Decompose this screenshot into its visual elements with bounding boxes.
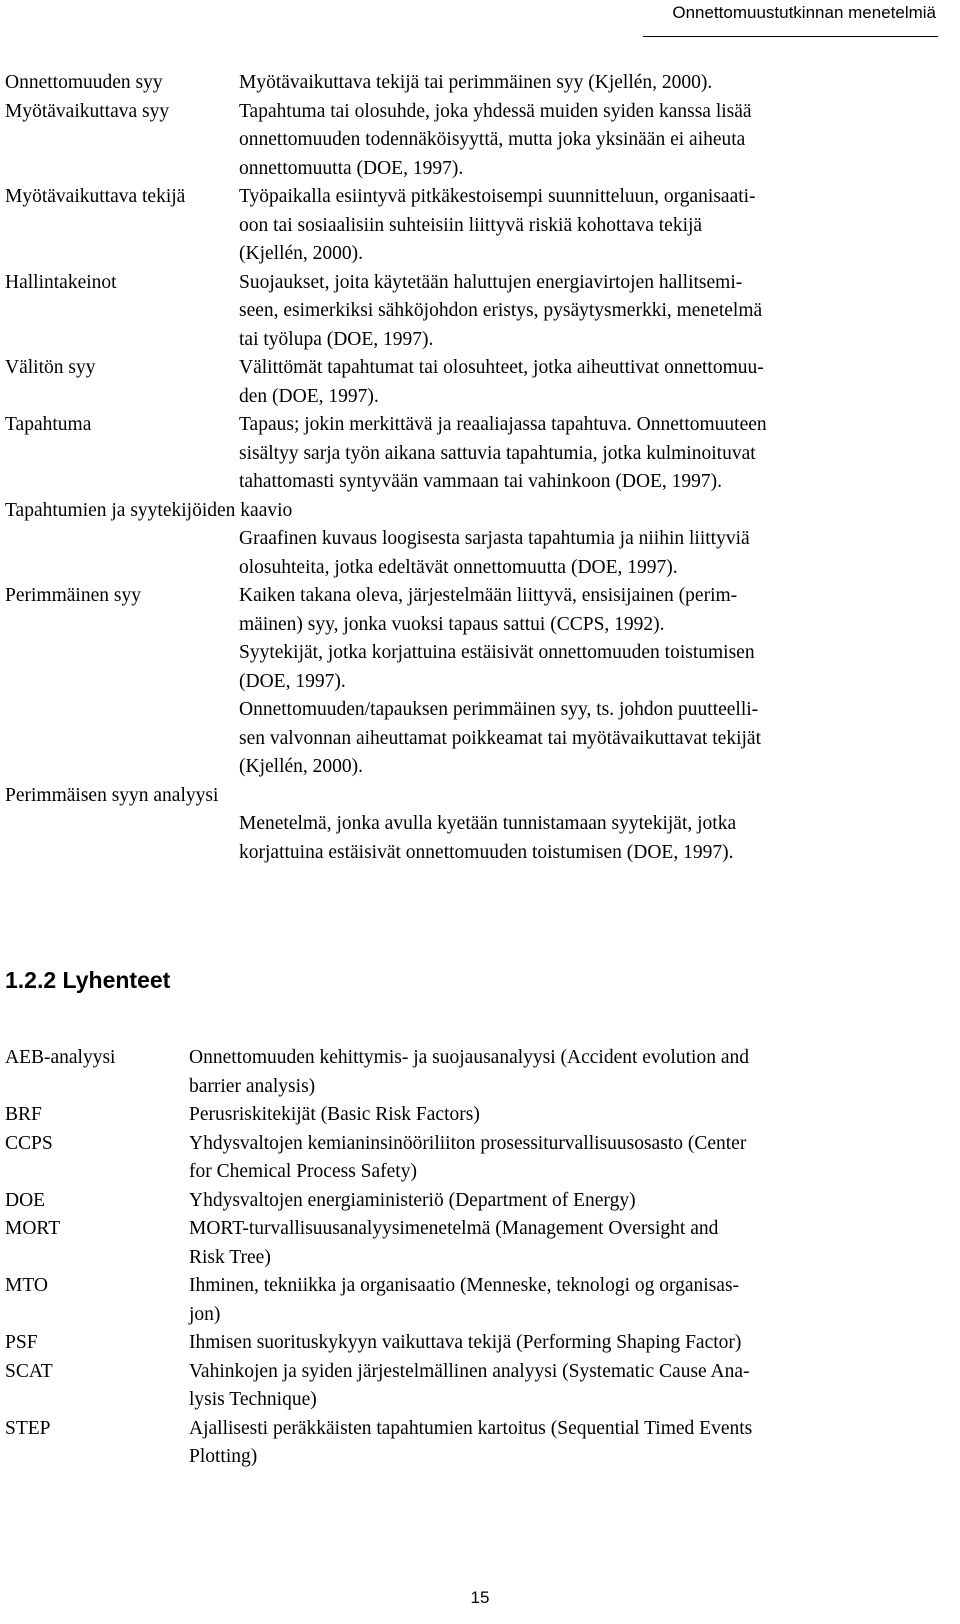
- abbreviation-description: [189, 1272, 935, 1329]
- abbreviation-line: Yhdysvaltojen kemianinsinööriliiton prosessiturvallisuusosasto (Center: [189, 1132, 747, 1154]
- abbreviation-line: Yhdysvaltojen energiaministeriö (Department of Energy): [189, 1189, 636, 1211]
- definition-line: oon tai sosiaalisiin suhteisiin liittyvä riskiä kohottava tekijä: [239, 214, 703, 236]
- abbreviation-line: MORT-turvallisuusanalyysimenetelmä (Management Oversight and: [189, 1218, 719, 1239]
- abbreviation-term: MTO: [5, 1275, 48, 1296]
- definition-item: [5, 69, 935, 98]
- abbreviation-term: STEP: [5, 1417, 51, 1439]
- definition-line: Myötävaikuttava tekijä tai perimmäinen syy (Kjellén, 2000).: [239, 72, 713, 93]
- definition-text: [239, 354, 935, 411]
- abbreviation-item: [5, 1329, 935, 1358]
- abbreviation-line: lysis Technique): [189, 1389, 317, 1410]
- definition-term: Onnettomuuden syy: [5, 72, 163, 93]
- definition-line: seen, esimerkiksi sähköjohdon eristys, pysäytysmerkki, menetelmä: [239, 300, 763, 321]
- definition-line: Menetelmä, jonka avulla kyetään tunnistamaan syytekijät, jotka: [239, 813, 737, 834]
- abbreviation-term: AEB-analyysi: [5, 1047, 116, 1068]
- definition-line: Suojaukset, joita käytetään haluttujen energiavirtojen hallitsemi-: [239, 271, 743, 293]
- running-header-title: Onnettomuustutkinnan menetelmiä: [672, 3, 936, 22]
- definition-line: Onnettomuuden/tapauksen perimmäinen syy, ts. johdon puutteelli-: [239, 699, 759, 720]
- definition-line: Tapaus; jokin merkittävä ja reaaliajassa tapahtuva. Onnettomuuteen: [239, 414, 767, 435]
- definition-line: onnettomuuden todennäköisyyttä, mutta joka yksinään ei aiheuta: [239, 129, 746, 150]
- definition-term: Hallintakeinot: [5, 271, 117, 293]
- definition-line: sisältyy sarja työn aikana sattuvia tapahtumia, jotka kulminoituvat: [239, 442, 756, 464]
- definition-item: [5, 411, 935, 497]
- definition-line: sen valvonnan aiheuttamat poikkeamat tai myötävaikuttavat tekijät: [239, 727, 761, 749]
- definition-item: [5, 98, 935, 184]
- abbreviation-description: [189, 1215, 935, 1272]
- abbreviation-term: DOE: [5, 1189, 46, 1211]
- abbreviation-term: CCPS: [5, 1132, 53, 1154]
- definition-line: korjattuina estäisivät onnettomuuden toistumisen (DOE, 1997).: [239, 841, 734, 863]
- definition-line: Kaiken takana oleva, järjestelmään liittyvä, ensisijainen (perim-: [239, 585, 738, 606]
- abbreviation-description: [189, 1101, 935, 1130]
- abbreviation-line: barrier analysis): [189, 1075, 316, 1097]
- header-rule: [643, 36, 938, 37]
- abbreviation-line: Vahinkojen ja syiden järjestelmällinen analyysi (Systematic Cause Ana-: [189, 1360, 750, 1382]
- definition-text: [239, 525, 935, 582]
- abbreviation-line: Plotting): [189, 1446, 258, 1467]
- definition-item: [5, 269, 935, 355]
- definition-line: (Kjellén, 2000).: [239, 756, 364, 777]
- abbreviation-item: [5, 1187, 935, 1216]
- abbreviation-item: [5, 1215, 935, 1272]
- abbreviation-term: SCAT: [5, 1360, 53, 1382]
- definition-text: [239, 183, 935, 269]
- definition-item: [5, 354, 935, 411]
- definition-term: Tapahtuma: [5, 414, 92, 435]
- abbreviation-term: BRF: [5, 1104, 42, 1125]
- definition-term: Tapahtumien ja syytekijöiden kaavio: [5, 499, 293, 521]
- definition-line: onnettomuutta (DOE, 1997).: [239, 157, 464, 179]
- abbreviation-line: Onnettomuuden kehittymis- ja suojausanalyysi (Accident evolution and: [189, 1047, 749, 1068]
- abbreviation-description: [189, 1130, 935, 1187]
- abbreviation-term: MORT: [5, 1218, 61, 1239]
- definition-term: Myötävaikuttava syy: [5, 100, 170, 122]
- abbreviation-item: [5, 1130, 935, 1187]
- definition-line: olosuhteita, jotka edeltävät onnettomuutta (DOE, 1997).: [239, 556, 678, 578]
- definition-line: mäinen) syy, jonka vuoksi tapaus sattui (CCPS, 1992).: [239, 613, 665, 635]
- abbreviation-item: [5, 1101, 935, 1130]
- abbreviation-description: [189, 1329, 935, 1358]
- definition-text: [239, 98, 935, 184]
- abbreviations-list: [5, 1044, 935, 1472]
- definition-text: [239, 411, 935, 497]
- definition-line: Työpaikalla esiintyvä pitkäkestoisempi suunnitteluun, organisaati-: [239, 186, 756, 207]
- section-heading: 1.2.2 Lyhenteet: [5, 967, 171, 993]
- definition-item: [5, 782, 935, 868]
- definition-text: [239, 269, 935, 355]
- abbreviation-line: Ihmisen suorituskykyyn vaikuttava tekijä (Performing Shaping Factor): [189, 1332, 742, 1353]
- abbreviation-line: for Chemical Process Safety): [189, 1161, 417, 1182]
- abbreviation-item: [5, 1044, 935, 1101]
- abbreviation-description: [189, 1358, 935, 1415]
- definition-item: [5, 183, 935, 269]
- abbreviation-line: Perusriskitekijät (Basic Risk Factors): [189, 1104, 480, 1125]
- abbreviation-line: Ajallisesti peräkkäisten tapahtumien kartoitus (Sequential Timed Events: [189, 1417, 753, 1439]
- definition-text: [239, 582, 935, 782]
- definition-line: den (DOE, 1997).: [239, 385, 379, 407]
- definition-line: tai työlupa (DOE, 1997).: [239, 328, 434, 350]
- definition-term: Myötävaikuttava tekijä: [5, 186, 186, 207]
- definition-term: Perimmäinen syy: [5, 585, 141, 606]
- definition-line: (Kjellén, 2000).: [239, 243, 364, 264]
- definition-term: Välitön syy: [5, 357, 96, 378]
- abbreviation-description: [189, 1415, 935, 1472]
- definition-line: Välittömät tapahtumat tai olosuhteet, jotka aiheuttivat onnettomuu-: [239, 357, 764, 378]
- abbreviation-term: PSF: [5, 1332, 38, 1353]
- definition-term: Perimmäisen syyn analyysi: [5, 784, 219, 806]
- definition-line: (DOE, 1997).: [239, 670, 346, 692]
- definition-text: [239, 69, 935, 98]
- abbreviation-description: [189, 1187, 935, 1216]
- abbreviation-description: [189, 1044, 935, 1101]
- definition-line: Syytekijät, jotka korjattuina estäisivät onnettomuuden toistumisen: [239, 642, 755, 663]
- abbreviation-line: Risk Tree): [189, 1246, 271, 1268]
- definitions-list: [5, 69, 935, 867]
- definition-line: Tapahtuma tai olosuhde, joka yhdessä muiden syiden kanssa lisää: [239, 100, 752, 122]
- abbreviation-line: Ihminen, tekniikka ja organisaatio (Menneske, teknologi og organisas-: [189, 1275, 740, 1296]
- page-number: 15: [470, 1588, 490, 1607]
- abbreviation-item: [5, 1415, 935, 1472]
- definition-text: [239, 810, 935, 867]
- definition-item: [5, 497, 935, 583]
- definition-item: [5, 582, 935, 782]
- definition-line: Graafinen kuvaus loogisesta sarjasta tapahtumia ja niihin liittyviä: [239, 528, 750, 549]
- abbreviation-item: [5, 1272, 935, 1329]
- definition-line: tahattomasti syntyvään vammaan tai vahinkoon (DOE, 1997).: [239, 471, 723, 492]
- abbreviation-line: jon): [189, 1303, 221, 1325]
- abbreviation-item: [5, 1358, 935, 1415]
